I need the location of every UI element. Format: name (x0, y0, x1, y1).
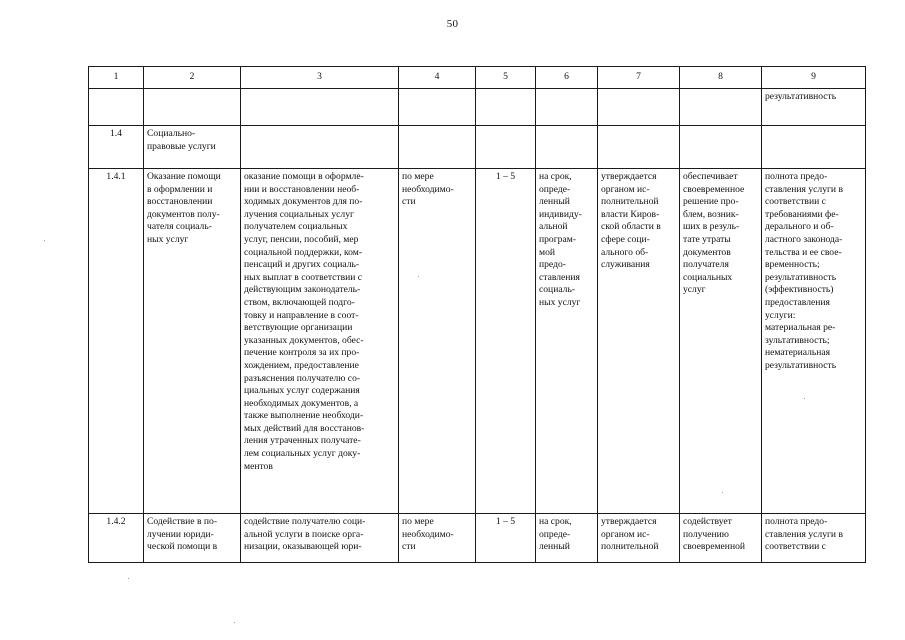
row-number-cell: 1.4 (89, 126, 144, 169)
duration-cell (536, 89, 598, 126)
service-description-cell (241, 126, 399, 169)
conditions-cell (680, 126, 762, 169)
service-name-cell: Оказание помощи в оформлении и восстановлении документов полу- чателя социаль- ных услуг (144, 169, 241, 514)
quality-indicators-cell: полнота предо- ставления услуги в соответствии с (762, 514, 866, 563)
table-row-1-4-1 (89, 169, 866, 514)
column-number: 9 (762, 67, 866, 89)
units-cell: 1 – 5 (476, 514, 536, 563)
table-row-continuation (89, 89, 866, 126)
conditions-cell (680, 89, 762, 126)
standard-cell: утверждается органом ис- полнительной (598, 514, 680, 563)
row-number-cell: 1.4.2 (89, 514, 144, 563)
quality-indicators-cell: результативность (762, 89, 866, 126)
duration-cell: на срок, опреде- ленный индивиду- альной програм- мой предо- ставления социаль- ных услуг (536, 169, 598, 514)
column-number: 3 (241, 67, 399, 89)
scan-speck (722, 492, 723, 493)
frequency-cell: по мере необходимо- сти (399, 514, 476, 563)
row-number-cell: 1.4.1 (89, 169, 144, 514)
conditions-cell: содействует получению своевременной (680, 514, 762, 563)
units-cell (476, 126, 536, 169)
quality-indicators-cell: полнота предо- ставления услуги в соответствии с требованиями фе- дерального и об- ластного законода- тельства и ее свое- временность; результативность (эффективность) предоставления услуги: материальная ре- зультативность; нематериальная результативность (762, 169, 866, 514)
standard-cell: утверждается органом ис- полнительной власти Киров- ской области в сфере соци- ального об- служивания (598, 169, 680, 514)
service-name-cell: Социально- правовые услуги (144, 126, 241, 169)
page-number: 50 (446, 18, 459, 30)
standard-cell (598, 126, 680, 169)
column-number-row (89, 67, 866, 89)
column-number: 6 (536, 67, 598, 89)
column-number: 7 (598, 67, 680, 89)
scan-speck (804, 398, 805, 399)
service-description-cell (241, 89, 399, 126)
scan-speck (418, 276, 419, 277)
table-row-1-4 (89, 126, 866, 169)
table-row-1-4-2 (89, 514, 866, 563)
services-table (88, 66, 866, 563)
frequency-cell (399, 89, 476, 126)
column-number: 1 (89, 67, 144, 89)
quality-indicators-cell (762, 126, 866, 169)
column-number: 2 (144, 67, 241, 89)
column-number: 8 (680, 67, 762, 89)
units-cell: 1 – 5 (476, 169, 536, 514)
service-name-cell: Содействие в по- лучении юриди- ческой помощи в (144, 514, 241, 563)
scan-speck (44, 240, 45, 241)
row-number-cell (89, 89, 144, 126)
duration-cell: на срок, опреде- ленный (536, 514, 598, 563)
service-name-cell (144, 89, 241, 126)
service-description-cell: содействие получателю соци- альной услуги в поиске орга- низации, оказывающей юри- (241, 514, 399, 563)
standard-cell (598, 89, 680, 126)
scan-speck (234, 622, 235, 623)
scan-speck (128, 578, 129, 579)
column-number: 5 (476, 67, 536, 89)
frequency-cell (399, 126, 476, 169)
duration-cell (536, 126, 598, 169)
service-description-cell: оказание помощи в оформле- нии и восстановлении необ- ходимых документов для по- лучения социальных услуг получателем социальных услуг, пенсии, пособий, мер социальной поддержки, ком- пенсаций и других социаль- ных выплат в соответствии с действующим законодатель- ством, включающей подго- товку и направление в соот- ветствующие организации указанных документов, обес- печение контроля за их про- хождением, предоставление разъяснения получателю со- циальных услуг содержания необходимых документов, а также выполнение необходи- мых действий для восстанов- ления утраченных получате- лем социальных услуг доку- ментов (241, 169, 399, 514)
frequency-cell: по мере необходимо- сти (399, 169, 476, 514)
column-number: 4 (399, 67, 476, 89)
conditions-cell: обеспечивает своевременное решение про- блем, возник- ших в резуль- тате утраты документов получателя социальных услуг (680, 169, 762, 514)
units-cell (476, 89, 536, 126)
